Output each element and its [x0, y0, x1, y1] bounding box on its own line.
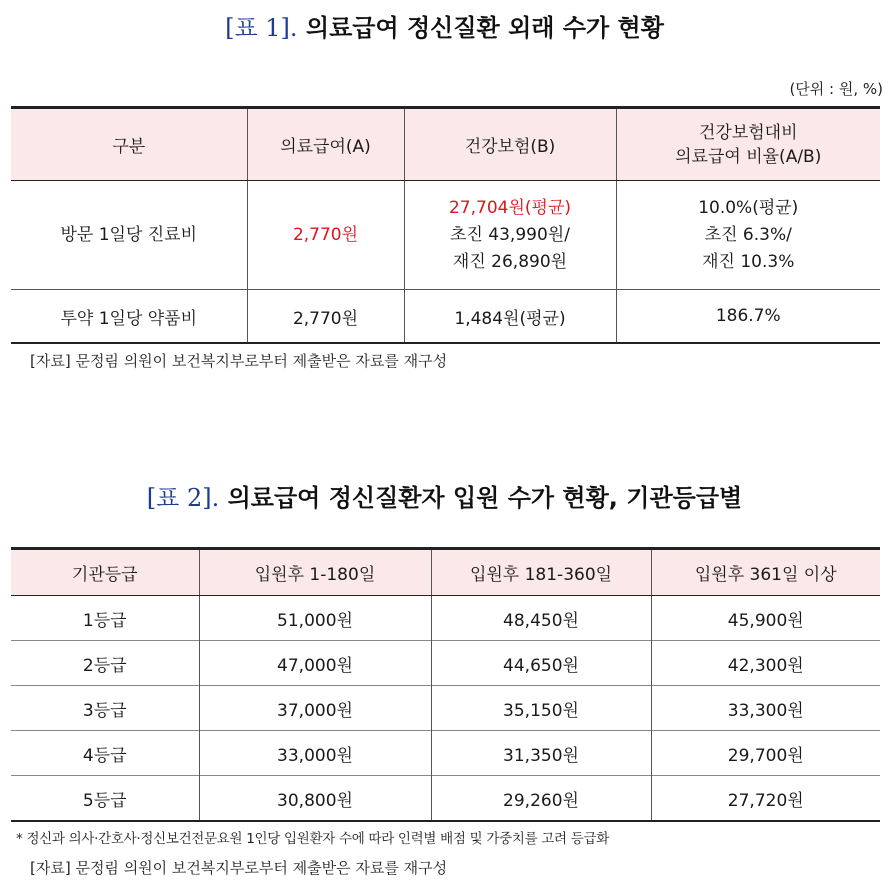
- table1-title: [0, 8, 889, 43]
- table2-cell: 27,720원: [651, 776, 880, 822]
- table2-cell: 31,350원: [431, 731, 651, 776]
- table2-cell: 51,000원: [199, 596, 431, 641]
- table2-cell: 33,300원: [651, 686, 880, 731]
- table2-header-days-361-plus: 입원후 361일 이상: [651, 549, 880, 596]
- table2-title-label: [표 2].: [146, 484, 220, 512]
- table1-row2-ratio: 186.7%: [616, 290, 880, 344]
- table1: [11, 106, 880, 344]
- table2-cell: 35,150원: [431, 686, 651, 731]
- table-row: [11, 641, 880, 686]
- table1-title-text: 의료급여 정신질환 외래 수가 현황: [305, 14, 664, 42]
- table1-header-medical-aid: 의료급여(A): [247, 108, 404, 181]
- table2-cell: 47,000원: [199, 641, 431, 686]
- table2-cell: 37,000원: [199, 686, 431, 731]
- table1-source: [자료] 문정림 의원이 보건복지부로부터 제출받은 자료를 재구성: [30, 352, 448, 370]
- table2-title: [0, 478, 889, 513]
- table2-cell-grade: 2등급: [11, 641, 199, 686]
- table1-row1-ratio-revisit: 재진 10.3%: [702, 251, 795, 272]
- table1-row2-medical-aid: 2,770원: [247, 290, 404, 344]
- table2-cell: 44,650원: [431, 641, 651, 686]
- table1-header-ratio: [616, 108, 880, 181]
- table-row: [11, 290, 880, 344]
- table1-header-ratio-line1: 건강보험대비: [698, 122, 798, 143]
- table2-cell: 33,000원: [199, 731, 431, 776]
- table2-header-days-181-360: 입원후 181-360일: [431, 549, 651, 596]
- table1-header-ratio-line2: 의료급여 비율(A/B): [675, 146, 822, 167]
- table1-unit: (단위 : 원, %): [789, 80, 883, 98]
- table1-row1-medical-aid: 2,770원: [247, 181, 404, 290]
- table-row: [11, 731, 880, 776]
- table-row: [11, 686, 880, 731]
- table1-row2-label: 투약 1일당 약품비: [60, 308, 198, 329]
- table1-header-category: 구분: [11, 108, 247, 181]
- table1-row1-hi-first: 초진 43,990원/: [450, 224, 570, 245]
- table1-row1-hi-average: 27,704원(평균): [448, 197, 571, 218]
- table1-row1-label: 방문 1일당 진료비: [11, 181, 247, 290]
- table1-row1-hi-revisit: 재진 26,890원: [452, 251, 568, 272]
- table1-row2-health-insurance: 1,484원(평균): [404, 290, 616, 344]
- table2-header-grade: 기관등급: [11, 549, 199, 596]
- table2-cell-grade: 4등급: [11, 731, 199, 776]
- table1-row1-health-insurance: [404, 181, 616, 290]
- table2-title-text: 의료급여 정신질환자 입원 수가 현황, 기관등급별: [227, 484, 743, 512]
- table1-title-label: [표 1].: [225, 14, 298, 42]
- table2-header-days-1-180: 입원후 1-180일: [199, 549, 431, 596]
- table2-cell: 29,700원: [651, 731, 880, 776]
- table1-row1-ratio-average: 10.0%(평균): [698, 197, 799, 218]
- table2-note: * 정신과 의사·간호사·정신보건전문요원 1인당 입원환자 수에 따라 인력별 배점 및 가중치를 고려 등급화: [16, 831, 609, 847]
- table1-header-health-insurance: 건강보험(B): [404, 108, 616, 181]
- table-row: [11, 596, 880, 641]
- table-row: [11, 776, 880, 822]
- table2-cell: 42,300원: [651, 641, 880, 686]
- table2-cell-grade: 3등급: [11, 686, 199, 731]
- table2-cell-grade: 5등급: [11, 776, 199, 822]
- table2: [11, 547, 880, 822]
- table2-cell: 30,800원: [199, 776, 431, 822]
- table2-cell: 45,900원: [651, 596, 880, 641]
- table2-cell-grade: 1등급: [11, 596, 199, 641]
- table-row: [11, 181, 880, 290]
- table2-cell: 29,260원: [431, 776, 651, 822]
- table1-row1-ratio: [616, 181, 880, 290]
- table1-row1-ratio-first: 초진 6.3%/: [704, 224, 792, 245]
- table2-cell: 48,450원: [431, 596, 651, 641]
- table2-source: [자료] 문정림 의원이 보건복지부로부터 제출받은 자료를 재구성: [30, 859, 448, 877]
